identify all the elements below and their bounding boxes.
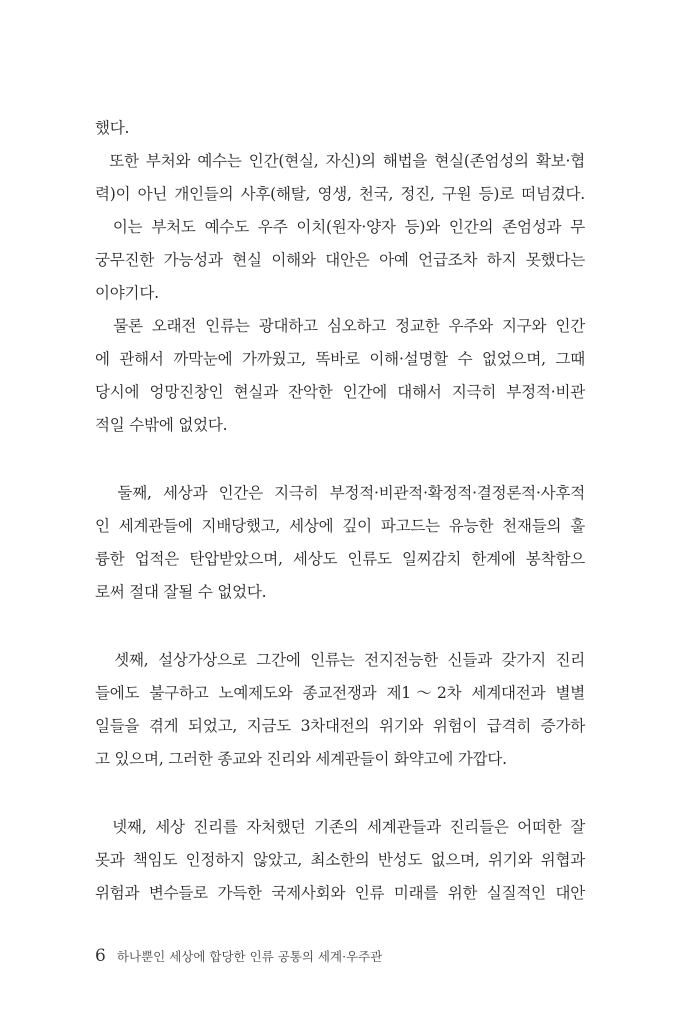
text-line: 했다. xyxy=(95,119,130,137)
text-line: 인 세계관들에 지배당했고, 세상에 깊이 파고드는 유능한 천재들의 훌 xyxy=(95,517,585,535)
text-line: 둘째, 세상과 인간은 지극히 부정적·비관적·확정적·결정론적·사후적 xyxy=(95,484,585,502)
text-line: 물론 오래전 인류는 광대하고 심오하고 정교한 우주와 지구와 인간 xyxy=(95,317,585,335)
text-line: 넷째, 세상 진리를 자처했던 기존의 세계관들과 진리들은 어떠한 잘 xyxy=(95,818,585,836)
text-line: 셋째, 설상가상으로 그간에 인류는 전지전능한 신들과 갖가지 진리 xyxy=(95,651,585,669)
text-line: 들에도 불구하고 노예제도와 종교전쟁과 제1～2차 세계대전과 별별 xyxy=(95,684,585,702)
text-line: 또한 부처와 예수는 인간(현실, 자신)의 해법을 현실(존엄성의 확보·협 xyxy=(95,152,585,170)
page-footer xyxy=(95,944,382,968)
text-line: 이야기다. xyxy=(95,284,159,302)
text-line: 력)이 아닌 개인들의 사후(해탈, 영생, 천국, 정진, 구원 등)로 떠넘겼다. xyxy=(95,185,585,203)
paragraph-gap xyxy=(95,776,585,811)
page-number: 6 xyxy=(95,946,106,966)
text-line: 이는 부처도 예수도 우주 이치(원자·양자 등)와 인간의 존엄성과 무 xyxy=(95,218,585,236)
text-line: 륭한 업적은 탄압받았으며, 세상도 인류도 일찌감치 한계에 봉착함으 xyxy=(95,550,585,568)
text-line: 궁무진한 가능성과 현실 이해와 대안은 아예 언급조차 하지 못했다는 xyxy=(95,251,585,269)
text-line: 못과 책임도 인정하지 않았고, 최소한의 반성도 없으며, 위기와 위협과 xyxy=(95,851,585,869)
text-line: 적일 수밖에 없었다. xyxy=(95,416,228,434)
text-line: 당시에 엉망진창인 현실과 잔악한 인간에 대해서 지극히 부정적·비관 xyxy=(95,383,585,401)
running-title: 하나뿐인 세상에 합당한 인류 공통의 세계·우주관 xyxy=(116,949,383,964)
paragraph-gap xyxy=(95,442,585,477)
text-line: 위험과 변수들로 가득한 국제사회와 인류 미래를 위한 실질적인 대안 xyxy=(95,884,585,902)
text-line: 에 관해서 까막눈에 가까웠고, 똑바로 이해·설명할 수 없었으며, 그때 xyxy=(95,350,585,368)
text-line: 고 있으며, 그러한 종교와 진리와 세계관들이 화약고에 가깝다. xyxy=(95,750,507,768)
text-line: 로써 절대 잘될 수 없었다. xyxy=(95,583,267,601)
paragraph-gap xyxy=(95,609,585,644)
text-line: 일들을 겪게 되었고, 지금도 3차대전의 위기와 위험이 급격히 증가하 xyxy=(95,717,585,735)
page-body xyxy=(95,112,585,910)
